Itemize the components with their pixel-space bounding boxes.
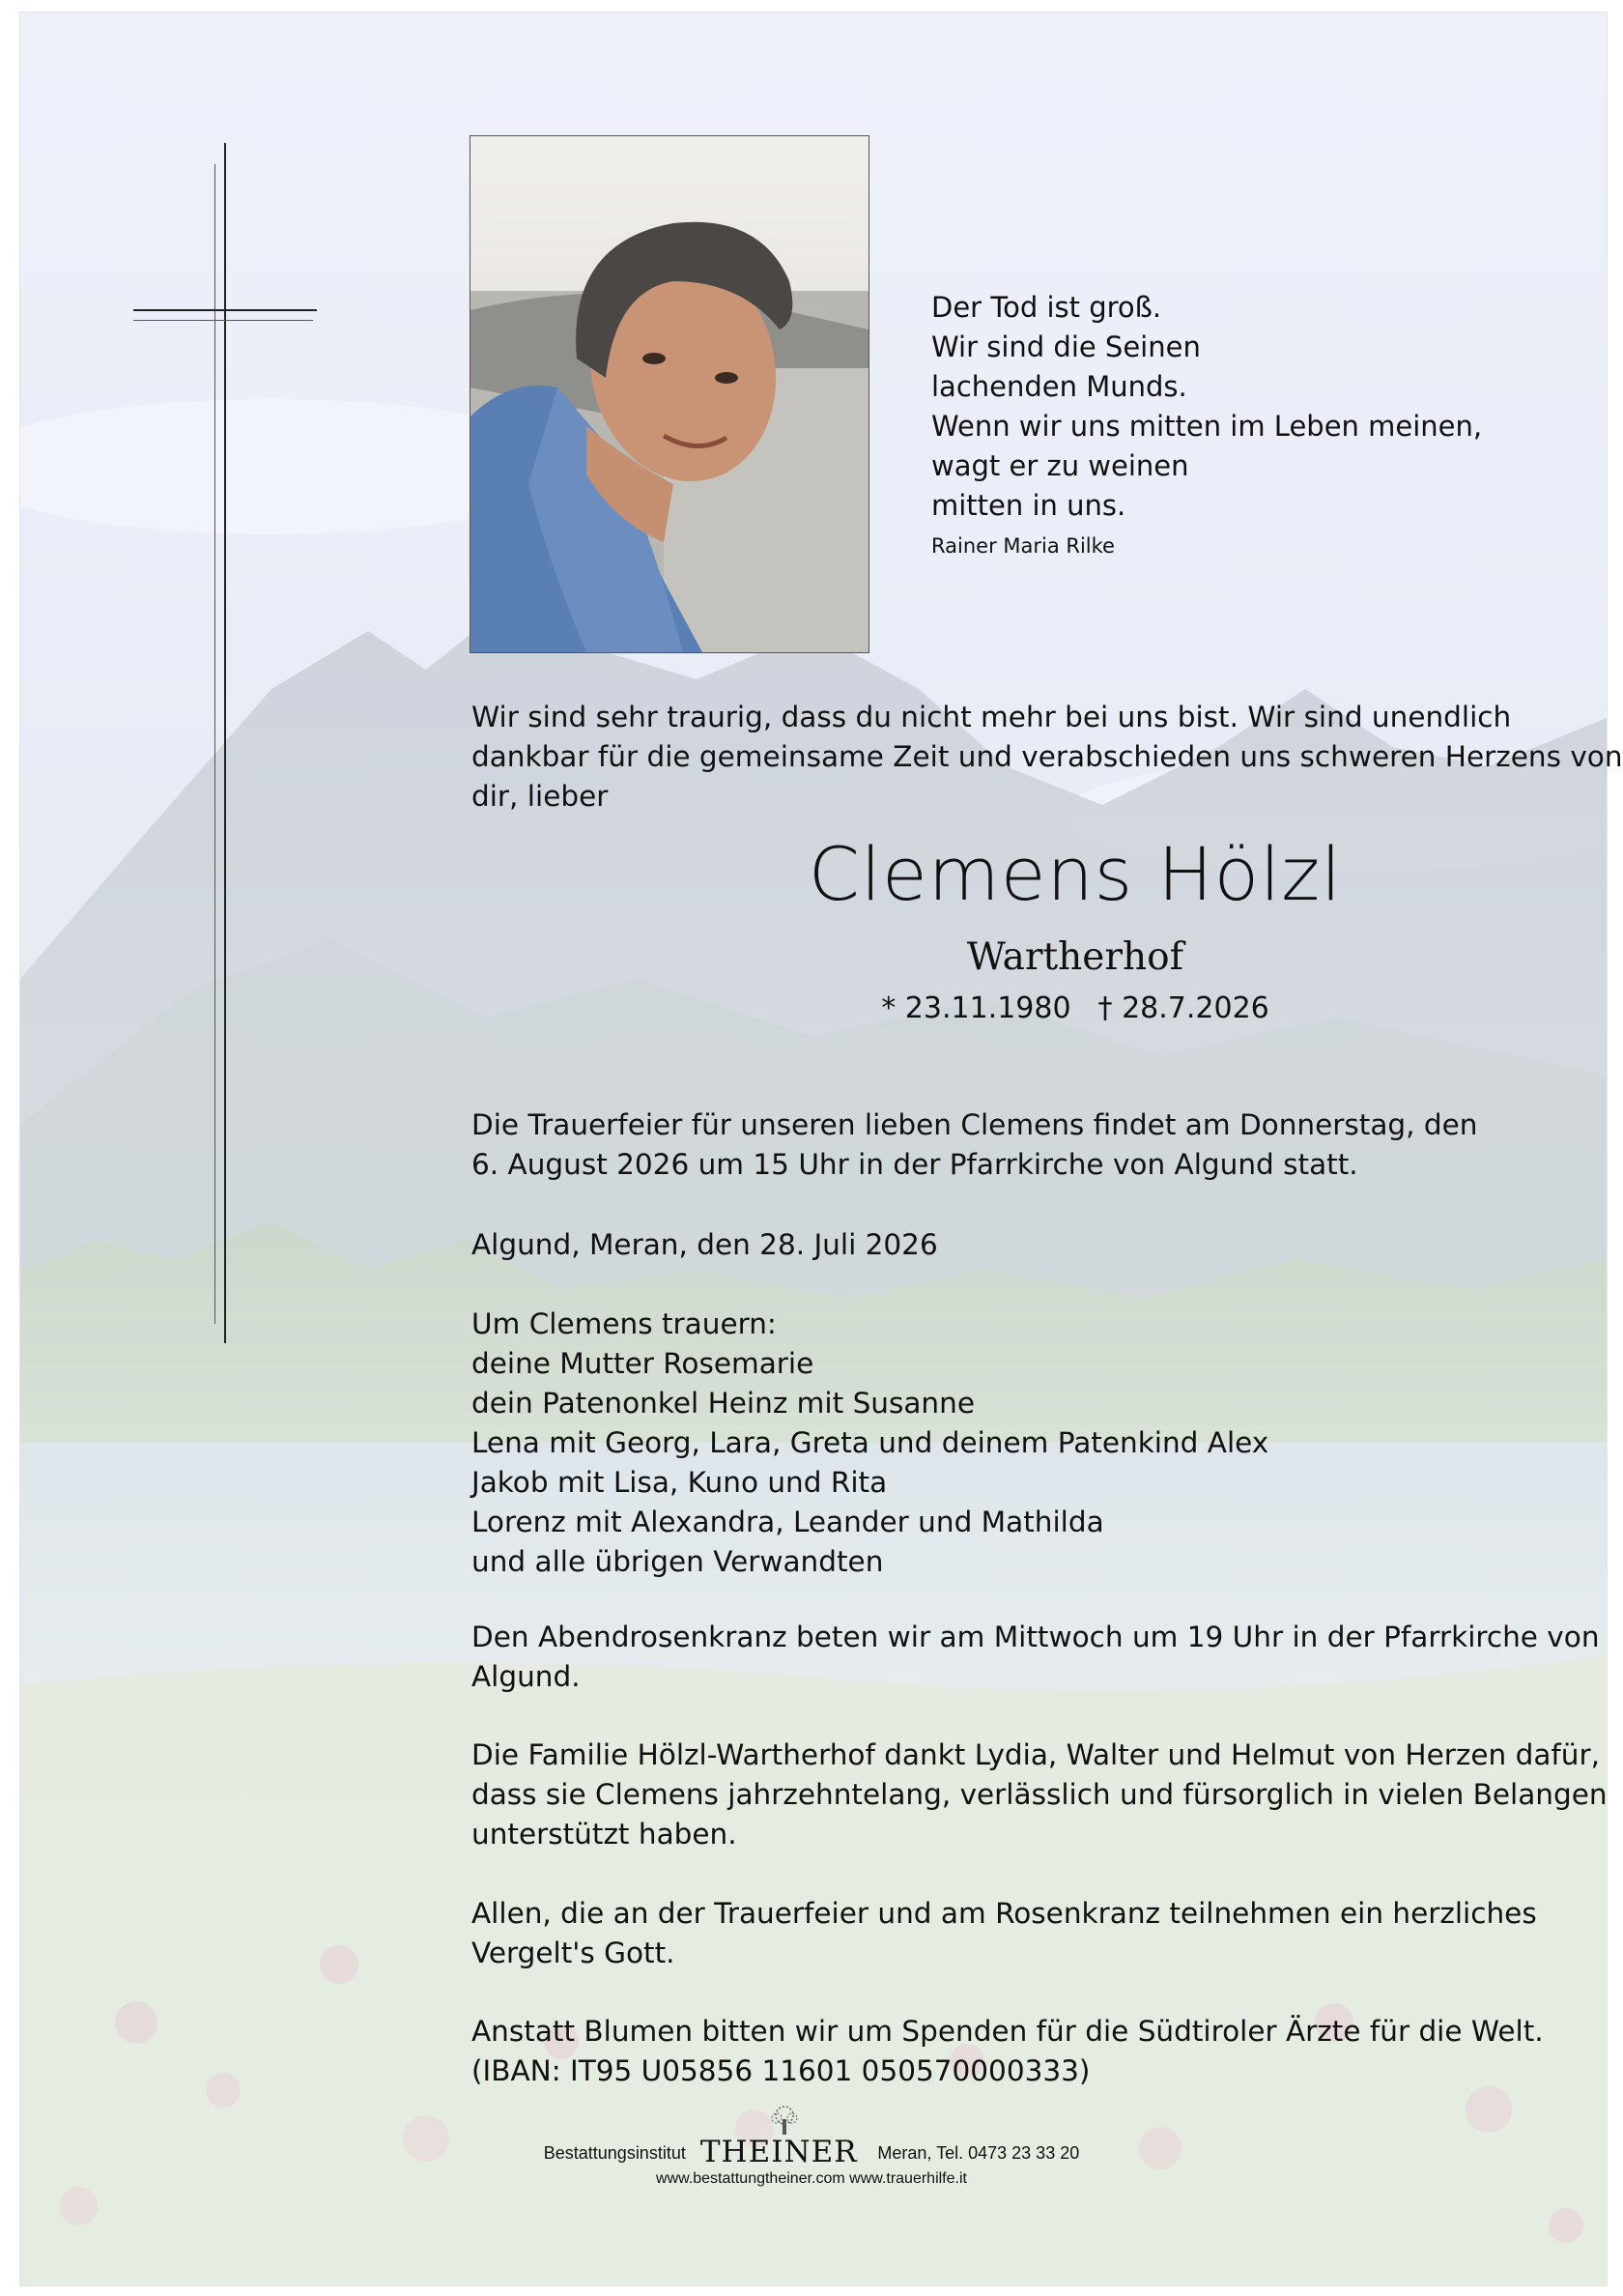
- donation-paragraph: [471, 2012, 1573, 2091]
- mourners-line: dein Patenonkel Heinz mit Susanne: [471, 1387, 975, 1420]
- thanks-line: Die Familie Hölzl-Wartherhof dankt Lydia, Walter und Helmut von Herzen dafür,: [471, 1738, 1600, 1771]
- portrait-photo: [470, 135, 869, 653]
- funeral-home-brand: THEINER: [699, 2135, 858, 2169]
- mourners-line: Lorenz mit Alexandra, Leander und Mathilda: [471, 1506, 1104, 1538]
- mourners-line: deine Mutter Rosemarie: [471, 1347, 814, 1380]
- rosary-line: Den Abendrosenkranz beten wir am Mittwoch um 19 Uhr in der Pfarrkirche von: [471, 1621, 1600, 1653]
- rosary-paragraph: [471, 1618, 1600, 1697]
- funeral-home-footer: [0, 2136, 1623, 2189]
- thanks-line: unterstützt haben.: [471, 1818, 737, 1851]
- mourners-line: Um Clemens trauern:: [471, 1307, 777, 1340]
- cross-icon-vertical: [224, 143, 226, 1343]
- mourners-line: und alle übrigen Verwandten: [471, 1545, 884, 1578]
- poem-line: Der Tod ist groß.: [931, 291, 1162, 324]
- funeral-home-prefix: Bestattungsinstitut: [543, 2143, 686, 2163]
- rosary-line: Algund.: [471, 1660, 581, 1693]
- thanks-line: dass sie Clemens jahrzehntelang, verlässlich und fürsorglich in vielen Belangen: [471, 1778, 1608, 1811]
- poem-block: [931, 288, 1530, 560]
- cross-icon-vertical-thin: [214, 164, 215, 1324]
- birth-date: * 23.11.1980: [881, 991, 1071, 1025]
- invitation-paragraph: [471, 1894, 1573, 1973]
- cross-icon-horizontal-thin: [133, 320, 313, 321]
- funeral-line: Die Trauerfeier für unseren lieben Clemens findet am Donnerstag, den: [471, 1108, 1478, 1141]
- intro-line: dankbar für die gemeinsame Zeit und verabschieden uns schweren Herzens von: [471, 740, 1623, 773]
- mourners-line: Jakob mit Lisa, Kuno und Rita: [471, 1466, 888, 1499]
- funeral-home-logo: [700, 2135, 868, 2169]
- funeral-home-websites: www.bestattungtheiner.com www.trauerhilfe.it: [656, 2170, 967, 2187]
- invitation-line: Allen, die an der Trauerfeier und am Rosenkranz teilnehmen ein herzliches: [471, 1897, 1537, 1930]
- place-date-line: Algund, Meran, den 28. Juli 2026: [471, 1228, 938, 1261]
- poem-line: lachenden Munds.: [931, 370, 1187, 403]
- deceased-name: Clemens Hölzl: [808, 831, 1343, 917]
- poem-line: mitten in uns.: [931, 489, 1126, 522]
- life-dates: [471, 990, 1573, 1028]
- mourners-line: Lena mit Georg, Lara, Greta und deinem Patenkind Alex: [471, 1426, 1269, 1459]
- donation-line: Anstatt Blumen bitten wir um Spenden für die Südtiroler Ärzte für die Welt.: [471, 2015, 1544, 2048]
- death-date: † 28.7.2026: [1097, 991, 1269, 1025]
- donation-line: (IBAN: IT95 U05856 11601 050570000333): [471, 2054, 1091, 2087]
- poem-author: Rainer Maria Rilke: [931, 534, 1115, 558]
- intro-line: dir, lieber: [471, 780, 609, 813]
- mourners-list: [471, 1305, 1573, 1582]
- funeral-paragraph: [471, 1105, 1573, 1185]
- poem-line: Wenn wir uns mitten im Leben meinen,: [931, 410, 1483, 443]
- poem-line: wagt er zu weinen: [931, 449, 1189, 482]
- deceased-farm: Wartherhof: [966, 935, 1184, 979]
- intro-paragraph: [471, 698, 1623, 817]
- invitation-line: Vergelt's Gott.: [471, 1937, 675, 1969]
- funeral-line: 6. August 2026 um 15 Uhr in der Pfarrkirche von Algund statt.: [471, 1148, 1358, 1181]
- poem-line: Wir sind die Seinen: [931, 330, 1201, 363]
- funeral-home-contact: Meran, Tel. 0473 23 33 20: [877, 2143, 1080, 2163]
- tree-logo-icon: [762, 2106, 807, 2135]
- cross-icon-horizontal: [133, 309, 317, 311]
- thanks-paragraph: [471, 1736, 1608, 1854]
- intro-line: Wir sind sehr traurig, dass du nicht mehr bei uns bist. Wir sind unendlich: [471, 701, 1512, 733]
- place-date: [471, 1225, 1573, 1265]
- funeral-home-info: [0, 2136, 1623, 2169]
